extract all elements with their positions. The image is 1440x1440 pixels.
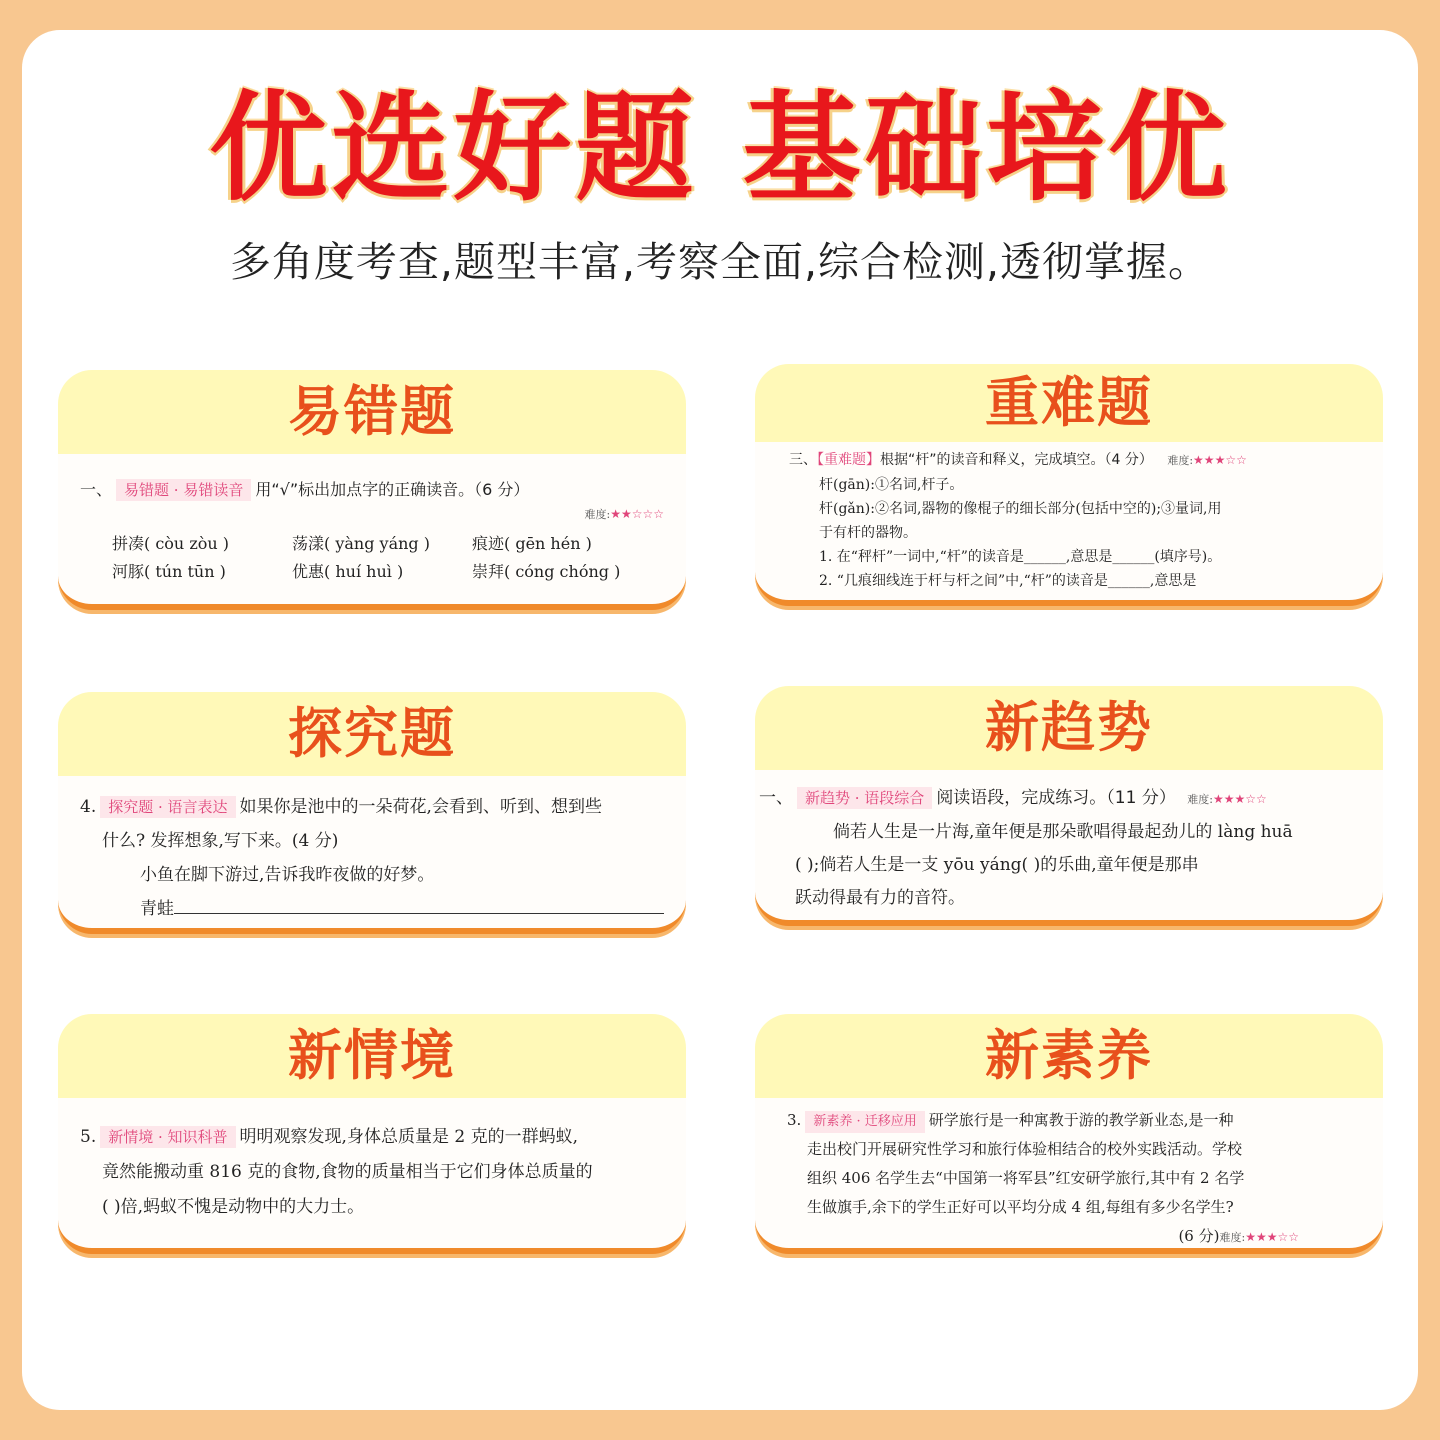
text-line: ( );倘若人生是一支 yōu yáng( )的乐曲,童年便是那串 (795, 855, 1199, 875)
card-new-literacy (755, 1014, 1383, 1254)
question-text: 什么? 发挥想象,写下来。(4 分) (102, 831, 339, 851)
text-line: 2. “几痕细线连于杆与杆之间”中,“杆”的读音是______,意思是 (819, 573, 1197, 589)
question-tag: 【重难题】 (817, 452, 880, 468)
card-title: 新情境 (58, 1014, 686, 1098)
card-title: 新素养 (755, 1014, 1383, 1098)
question-text: 根据“杆”的读音和释义，完成填空。（4 分） (880, 452, 1153, 468)
text-line: 杆(gān):①名词,杆子。 (819, 477, 964, 493)
card-exploration (58, 692, 686, 934)
question-number: 4. (80, 797, 97, 817)
question-tag: 探究题 · 语言表达 (100, 796, 235, 818)
question-text: 研学旅行是一种寓教于游的教学新业态,是一种 (928, 1111, 1234, 1129)
question-text: 阅读语段，完成练习。（11 分） (936, 788, 1176, 808)
card-title: 重难题 (755, 364, 1383, 442)
difficulty-label: 难度: (584, 508, 611, 521)
answer-line: 青蛙 (140, 899, 174, 919)
card-new-trend (755, 686, 1383, 926)
option-item: 优惠( huí huì ) (292, 562, 404, 581)
option-item: 拼凑( còu zòu ) (112, 534, 230, 553)
question-text: 用“√”标出加点字的正确读音。（6 分） (255, 480, 530, 499)
text-line: 组织 406 名学生去“中国第一将军县”红安研学旅行,其中有 2 名学 (807, 1169, 1245, 1187)
question-tag: 新素养 · 迁移应用 (805, 1111, 924, 1133)
question-text: 如果你是池中的一朵荷花,会看到、听到、想到些 (239, 797, 602, 817)
text-line: ( )倍,蚂蚁不愧是动物中的大力士。 (102, 1197, 365, 1217)
card-key-difficult (755, 364, 1383, 606)
question-tag: 新趋势 · 语段综合 (797, 787, 932, 809)
card-error-prone (58, 370, 686, 610)
card-new-context (58, 1014, 686, 1254)
difficulty-label: 难度: (1219, 1231, 1246, 1244)
option-item: 痕迹( gēn hén ) (472, 534, 592, 553)
question-number: 3. (787, 1111, 802, 1129)
question-tag: 新情境 · 知识科普 (100, 1126, 235, 1148)
question-number: 三、 (789, 452, 817, 468)
card-title: 新趋势 (755, 686, 1383, 770)
difficulty-label: 难度: (1187, 793, 1213, 806)
option-item: 荡漾( yàng yáng ) (292, 534, 430, 553)
subline: 多角度考查,题型丰富,考察全面,综合检测,透彻掌握。 (229, 238, 1211, 286)
score-text: (6 分) (1178, 1227, 1220, 1245)
question-number: 一、 (80, 480, 113, 499)
card-title: 探究题 (58, 692, 686, 776)
difficulty-label: 难度: (1167, 454, 1194, 467)
text-line: 生做旗手,余下的学生正好可以平均分成 4 组,每组有多少名学生? (807, 1198, 1234, 1216)
question-text: 明明观察发现,身体总质量是 2 克的一群蚂蚁, (239, 1127, 578, 1147)
option-item: 河豚( tún tūn ) (112, 562, 226, 581)
text-line: 走出校门开展研究性学习和旅行体验相结合的校外实践活动。学校 (807, 1140, 1243, 1158)
text-line: 杆(gǎn):②名词,器物的像棍子的细长部分(包括中空的);③量词,用 (819, 501, 1222, 517)
question-number: 5. (80, 1127, 97, 1147)
difficulty-stars: ★★★☆☆ (1193, 453, 1247, 467)
card-title: 易错题 (58, 370, 686, 454)
headline: 优选好题 基础培优 (209, 79, 1231, 217)
question-tag: 易错题 · 易错读音 (116, 479, 251, 501)
answer-line: 小鱼在脚下游过,告诉我昨夜做的好梦。 (140, 865, 435, 885)
text-line: 1. 在“秤杆”一词中,“杆”的读音是______,意思是______(填序号)。 (819, 549, 1222, 565)
question-number: 一、 (759, 788, 793, 808)
difficulty-stars: ★★★☆☆ (1212, 792, 1267, 806)
blank-line (174, 913, 664, 914)
difficulty-stars: ★★★☆☆ (1245, 1230, 1299, 1244)
option-item: 崇拜( cóng chóng ) (472, 562, 621, 581)
text-line: 跃动得最有力的音符。 (795, 888, 965, 908)
text-line: 于有杆的器物。 (819, 525, 917, 541)
difficulty-stars: ★★☆☆☆ (610, 507, 664, 521)
text-line: 倘若人生是一片海,童年便是那朵歌唱得最起劲儿的 làng huā (833, 822, 1293, 842)
text-line: 竟然能搬动重 816 克的食物,食物的质量相当于它们身体总质量的 (102, 1162, 593, 1182)
